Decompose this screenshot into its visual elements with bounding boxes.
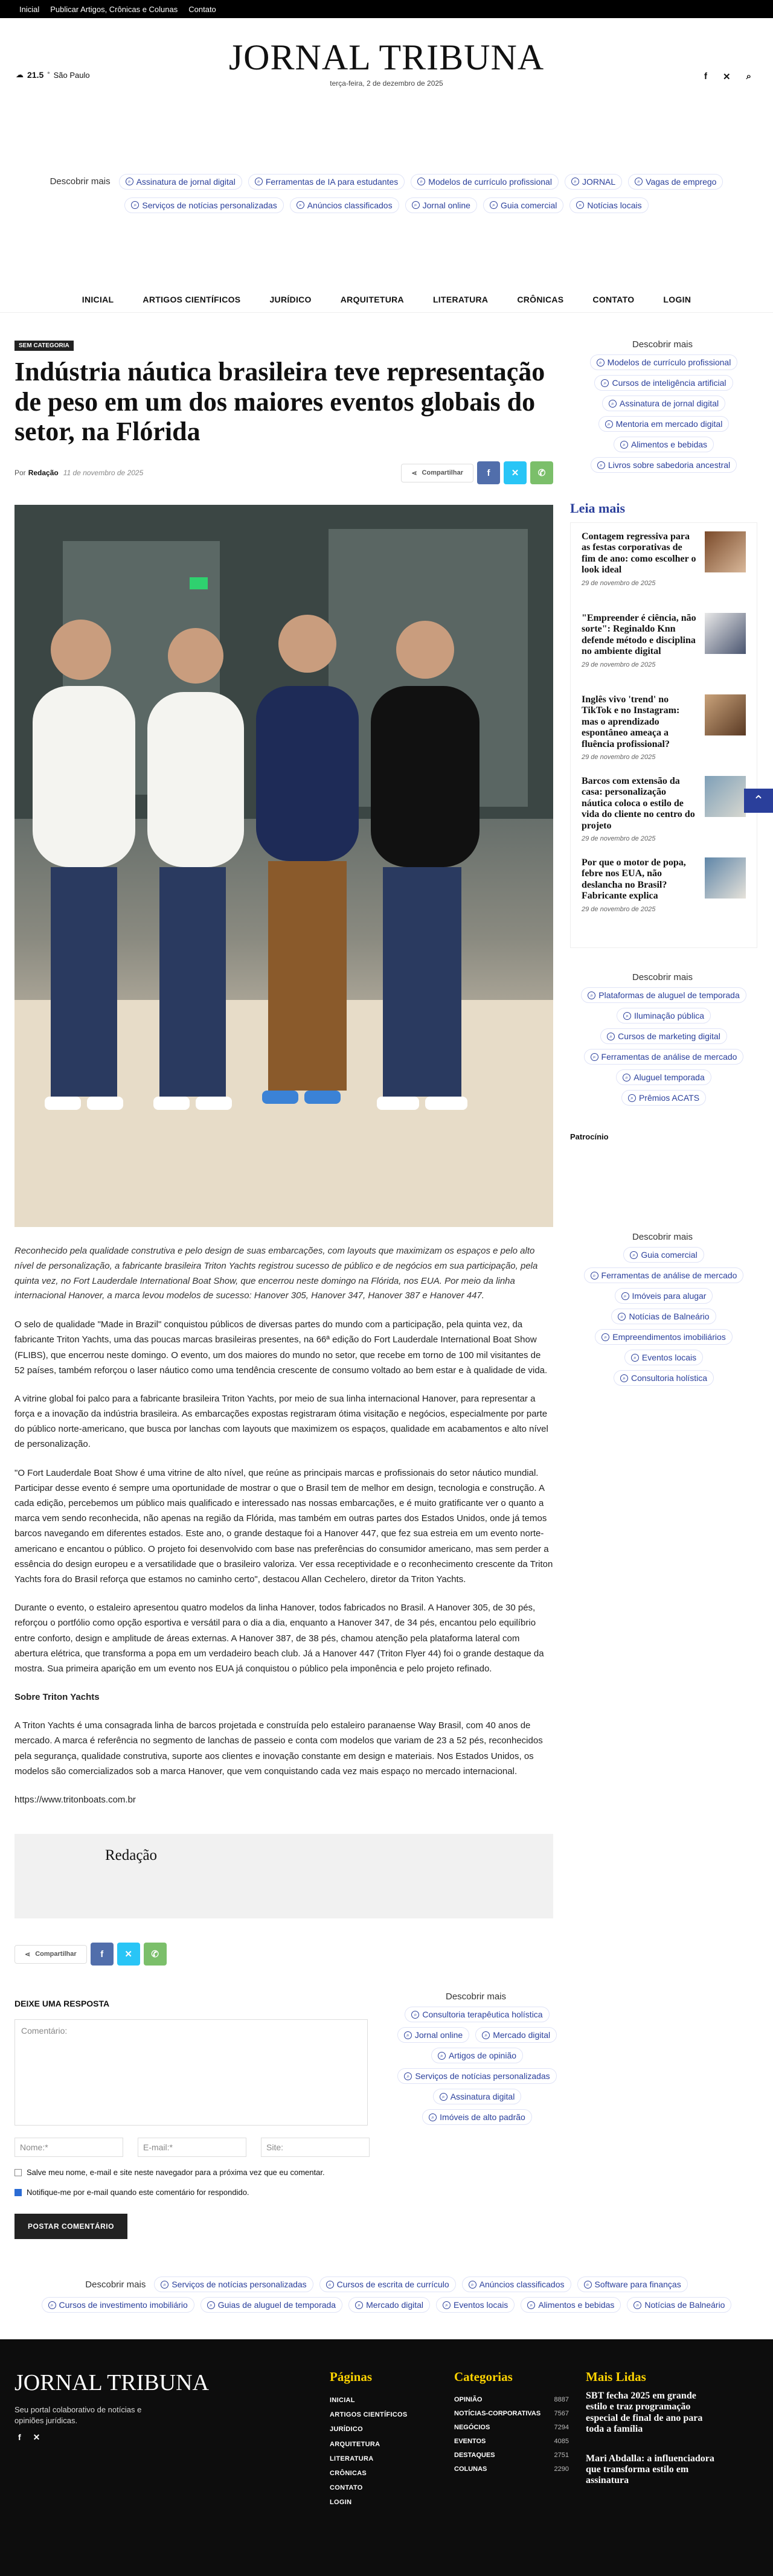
discover-item[interactable] <box>119 174 242 190</box>
discover-more-top <box>36 172 737 214</box>
discover-item-label: Assinatura digital <box>450 2092 515 2101</box>
discover-item[interactable] <box>436 2297 515 2313</box>
search-icon: ⌕ <box>601 1333 609 1341</box>
discover-item[interactable] <box>405 197 477 213</box>
author-link[interactable]: Redação <box>28 469 59 478</box>
discover-item-label: Jornal online <box>422 200 470 210</box>
sidebar <box>570 339 757 1386</box>
site-field[interactable]: Site: <box>261 2138 370 2157</box>
article-date: 11 de novembro de 2025 <box>63 469 144 478</box>
search-icon: ⌕ <box>607 1033 615 1040</box>
discover-item-label: Cursos de investimento imobiliário <box>59 2300 188 2310</box>
search-icon: ⌕ <box>623 1074 630 1081</box>
save-info-checkbox[interactable] <box>14 2169 22 2176</box>
footer-cat-row[interactable] <box>454 2462 569 2476</box>
footer-social <box>18 2432 40 2443</box>
footer-page-link[interactable]: JURÍDICO <box>330 2426 363 2433</box>
cat-count: 8887 <box>554 2396 569 2403</box>
author-box <box>14 1834 553 1918</box>
nav-item-cronicas[interactable]: CRÔNICAS <box>517 295 564 304</box>
discover-item-label: Alimentos e bebidas <box>630 440 708 449</box>
discover-title: Descobrir mais <box>632 1232 693 1242</box>
weather-city: São Paulo <box>53 70 90 80</box>
discover-item-label: Imóveis para alugar <box>632 1291 707 1301</box>
discover-item-label: Eventos locais <box>641 1353 697 1362</box>
discover-item[interactable] <box>623 1247 704 1263</box>
sidebar-discover-1 <box>570 339 757 473</box>
topbar-link-publicar[interactable]: Publicar Artigos, Crônicas e Colunas <box>50 4 178 14</box>
search-icon: ⌕ <box>207 2301 215 2309</box>
discover-item-label: Cursos de inteligência artificial <box>612 378 726 388</box>
discover-item-label: Modelos de currículo profissional <box>428 176 552 187</box>
search-icon: ⌕ <box>601 379 609 387</box>
post-comment-button[interactable]: POSTAR COMENTÁRIO <box>14 2214 127 2239</box>
discover-item-label: Notícias locais <box>587 200 642 210</box>
discover-item-label: Iluminação pública <box>634 1011 704 1020</box>
site-logo[interactable]: JORNAL TRIBUNA <box>228 37 545 77</box>
footer-page-link[interactable]: CRÔNICAS <box>330 2469 367 2477</box>
discover-item[interactable] <box>475 2027 557 2043</box>
footer-most-read <box>586 2369 719 2487</box>
share-label: Compartilhar <box>422 469 463 477</box>
discover-more-bottom <box>36 2276 737 2313</box>
search-icon: ⌕ <box>584 2281 592 2289</box>
read-more-thumbnail[interactable] <box>705 857 746 899</box>
article-title: Indústria náutica brasileira teve representação de peso em um dos maiores eventos globais do setor, na Flórida <box>14 357 545 447</box>
comment-form <box>14 1999 377 2239</box>
search-icon: ⌕ <box>635 178 643 185</box>
discover-item[interactable] <box>397 2027 469 2043</box>
read-more-item-date: 29 de novembro de 2025 <box>582 661 656 668</box>
search-icon: ⌕ <box>620 1374 628 1382</box>
discover-item[interactable] <box>462 2276 571 2292</box>
article-paragraph: O selo de qualidade "Made in Brazil" conquistou públicos de diversas partes do mundo com a participação, pela quinta vez, da fabricante Triton Yachts, uma das poucas marcas brasileiras presentes, na 66ª edição do Fort Lauderdale International Boat Show (FLIBS), que encerrou neste domingo. O evento, um dos maiores do mundo no setor, que recebe em torno de 100 mil visitantes de 52 países, também reforçou o laser náutico como uma tendência crescente de consumo voltado ao bem estar e à qualidade de vida. <box>14 1319 548 1376</box>
search-icon: ⌕ <box>630 1251 638 1259</box>
discover-item[interactable] <box>615 1288 713 1304</box>
discover-item-label: Anúncios classificados <box>307 200 393 210</box>
discover-item-label: JORNAL <box>582 176 616 187</box>
current-date: terça-feira, 2 de dezembro de 2025 <box>330 79 443 88</box>
discover-item[interactable] <box>483 197 563 213</box>
whatsapp-share-icon[interactable]: ✆ <box>144 1943 167 1966</box>
article-subheading: Sobre Triton Yachts <box>14 1692 100 1703</box>
discover-item-label: Mercado digital <box>366 2300 424 2310</box>
search-icon: ⌕ <box>591 1053 598 1061</box>
read-more-item[interactable] <box>582 857 746 939</box>
discover-item-label: Cursos de escrita de currículo <box>336 2280 449 2289</box>
discover-item[interactable] <box>154 2276 313 2292</box>
article-paragraph: Durante o evento, o estaleiro apresentou quatro modelos da linha Hanover, todos fabricados no Brasil. A Hanover 305, de 30 pés, reforçou o portfólio como opção esportiva e versátil para o dia a dia, enquanto a Hanover 347, de 34 pés, encantou pelo equilíbrio entre conforto, design e amplitude de áreas externas. A Hanover 387, de 38 pés, chamou atenção pela plataforma lateral com abertura elétrica, que transforma a popa em um verdadeiro beach club. Já a Hanover 447 (Triton Flyer 44) foi o grande destaque da mostra. Sua primeira aparição em um evento nos EUA já conquistou o público pela imponência e pelo projeto refinado. <box>14 1603 544 1674</box>
read-more-thumbnail[interactable] <box>705 776 746 817</box>
facebook-icon[interactable]: f <box>704 71 708 82</box>
search-icon: ⌕ <box>412 201 420 209</box>
discover-item[interactable] <box>617 1008 711 1024</box>
comment-textarea[interactable]: Comentário: <box>14 2019 368 2126</box>
read-more-item-title[interactable]: "Empreender é ciência, não sorte": Reginaldo Knn defende método e disciplina no ambiente digital <box>582 613 696 657</box>
discover-item[interactable] <box>621 1090 706 1106</box>
footer-page-link[interactable]: LITERATURA <box>330 2455 374 2462</box>
discover-item[interactable] <box>584 1267 744 1283</box>
sidebar-discover-2 <box>570 972 757 1106</box>
nav-item-juridico[interactable]: JURÍDICO <box>269 295 312 304</box>
search-icon: ⌕ <box>297 201 304 209</box>
cat-count: 2751 <box>554 2452 569 2459</box>
share-button[interactable] <box>401 464 473 482</box>
discover-item[interactable] <box>248 174 405 190</box>
discover-item-label: Jornal online <box>414 2030 463 2040</box>
discover-title: Descobrir mais <box>632 339 693 350</box>
share-bar <box>14 1943 167 1966</box>
footer-pages-title: Páginas <box>330 2369 373 2384</box>
discover-item-label: Anúncios classificados <box>479 2280 565 2289</box>
search-icon: ⌕ <box>597 359 605 367</box>
read-more-item-date: 29 de novembro de 2025 <box>582 753 656 761</box>
discover-item-label: Guias de aluguel de temporada <box>217 2300 336 2310</box>
discover-item-label: Mentoria em mercado digital <box>615 419 723 429</box>
whatsapp-share-icon[interactable]: ✆ <box>530 461 553 484</box>
topbar-link-inicial[interactable]: Inicial <box>19 4 40 14</box>
search-icon: ⌕ <box>411 2011 419 2019</box>
footer-description: Seu portal colaborativo de notícias e opiniões jurídicas. <box>14 2405 142 2426</box>
discover-item[interactable] <box>200 2297 342 2313</box>
read-more-title: Leia mais <box>570 501 626 516</box>
read-more-list <box>570 522 757 948</box>
discover-item[interactable] <box>569 197 648 213</box>
comment-fields <box>14 2138 377 2157</box>
read-more-item[interactable] <box>582 776 746 857</box>
search-icon: ⌕ <box>326 2281 334 2289</box>
discover-item-label: Guia comercial <box>500 200 557 210</box>
x-icon[interactable]: ✕ <box>723 72 731 82</box>
search-icon: ⌕ <box>355 2301 363 2309</box>
share-icon: ⋖ <box>411 469 417 477</box>
share-icon: ⋖ <box>25 1950 31 1958</box>
discover-item-label: Eventos locais <box>454 2300 508 2310</box>
article-photo <box>14 505 553 1227</box>
discover-item-label: Serviços de notícias personalizadas <box>172 2280 307 2289</box>
by-label: Por <box>14 469 26 478</box>
article-photo-art <box>14 505 553 1227</box>
discover-item[interactable] <box>614 1370 714 1386</box>
comment-title: DEIXE UMA RESPOSTA <box>14 1999 110 2008</box>
discover-item-label: Aluguel temporada <box>633 1072 705 1082</box>
article-paragraph: A Triton Yachts é uma consagrada linha de barcos projetada e construída pelo estaleiro paranaense Way Brasil, com 40 anos de mercado. A marca é referência no segmento de lanchas de passeio e conta com modelos que variam de 23 a 52 pés, reconhecidos pela segurança, qualidade construtiva, suporte aos clientes e inovação constante em design e materiais. Nos Estados Unidos, os modelos são comercializados sob a marca Hanover, que vem conquistando cada vez mais espaço no mercado internacional. <box>14 1720 543 1777</box>
notify-checkbox[interactable] <box>14 2189 22 2196</box>
discover-item[interactable] <box>565 174 622 190</box>
search-icon: ⌕ <box>469 2281 476 2289</box>
sidebar-discover-3 <box>570 1232 757 1386</box>
topbar-link-contato[interactable]: Contato <box>188 4 216 14</box>
name-field[interactable]: Nome:* <box>14 2138 123 2157</box>
weather-temp: 21.5 <box>27 70 44 80</box>
footer-logo[interactable]: JORNAL TRIBUNA <box>14 2370 209 2395</box>
search-icon: ⌕ <box>621 1292 629 1300</box>
discover-item[interactable] <box>600 1028 727 1044</box>
discover-item[interactable] <box>397 2068 556 2084</box>
share-label: Compartilhar <box>35 1950 77 1958</box>
facebook-icon[interactable]: f <box>18 2432 21 2442</box>
discover-item[interactable] <box>594 375 733 391</box>
cat-count: 4085 <box>554 2438 569 2446</box>
article-meta <box>14 461 553 484</box>
read-more-item[interactable] <box>582 613 746 694</box>
search-icon: ⌕ <box>404 2031 412 2039</box>
read-more-item-date: 29 de novembro de 2025 <box>582 579 656 587</box>
search-icon: ⌕ <box>440 2093 447 2101</box>
search-icon: ⌕ <box>609 400 617 408</box>
search-icon: ⌕ <box>527 2301 535 2309</box>
read-more-item[interactable] <box>582 694 746 776</box>
discover-item[interactable] <box>616 1069 711 1085</box>
discover-item[interactable] <box>290 197 399 213</box>
discover-item-label: Guia comercial <box>641 1250 698 1260</box>
cat-name: NEGÓCIOS <box>454 2424 490 2432</box>
footer-page-link[interactable]: CONTATO <box>330 2484 363 2492</box>
search-icon: ⌕ <box>588 992 595 999</box>
search-icon: ⌕ <box>633 2301 641 2309</box>
save-info-label: Salve meu nome, e-mail e site neste navegador para a próxima vez que eu comentar. <box>27 2168 325 2177</box>
footer-categories <box>454 2369 569 2477</box>
search-icon: ⌕ <box>605 420 613 428</box>
cat-name: DESTAQUES <box>454 2452 495 2459</box>
discover-item-label: Serviços de notícias personalizadas <box>415 2071 550 2081</box>
header-icons <box>704 71 751 82</box>
read-more-item-title[interactable]: Barcos com extensão da casa: personalização náutica coloca o estilo de vida do cliente no centro do projeto <box>582 776 695 831</box>
article-body <box>14 1317 553 1807</box>
search-icon: ⌕ <box>591 1272 598 1280</box>
nav-item-literatura[interactable]: LITERATURA <box>432 295 489 304</box>
discover-item[interactable] <box>627 2297 731 2313</box>
discover-item[interactable] <box>405 2007 549 2022</box>
footer-page-link[interactable]: ARTIGOS CIENTÍFICOS <box>330 2411 408 2419</box>
discover-item[interactable] <box>602 396 725 411</box>
discover-item-label: Livros sobre sabedoria ancestral <box>608 460 731 470</box>
notify-label: Notifique-me por e-mail quando este comentário for respondido. <box>27 2188 249 2197</box>
search-icon: ⌕ <box>255 178 263 185</box>
cat-count: 7294 <box>554 2424 569 2432</box>
discover-item[interactable] <box>42 2297 194 2313</box>
search-icon: ⌕ <box>628 1094 636 1102</box>
author-box-name[interactable]: Redação <box>105 1847 158 1864</box>
discover-item-label: Notícias de Balneário <box>629 1312 710 1321</box>
discover-item[interactable] <box>591 457 737 473</box>
discover-item-label: Ferramentas de análise de mercado <box>601 1270 737 1280</box>
search-icon: ⌕ <box>618 1313 626 1321</box>
category-badge[interactable]: SEM CATEGORIA <box>14 341 74 351</box>
main-nav <box>0 289 773 313</box>
discover-item[interactable] <box>411 174 559 190</box>
discover-item-label: Software para finanças <box>594 2280 681 2289</box>
sponsor-label: Patrocínio <box>570 1132 609 1141</box>
discover-item-label: Ferramentas de IA para estudantes <box>265 176 399 187</box>
search-icon: ⌕ <box>417 178 425 185</box>
discover-item[interactable] <box>598 416 730 432</box>
read-more-thumbnail[interactable] <box>705 531 746 572</box>
article-link[interactable]: https://www.tritonboats.com.br <box>14 1795 136 1805</box>
discover-item[interactable] <box>624 1350 703 1365</box>
search-icon: ⌕ <box>490 201 498 209</box>
footer-lidas-title: Mais Lidas <box>586 2369 646 2384</box>
nav-item-artigos[interactable]: ARTIGOS CIENTÍFICOS <box>143 295 241 304</box>
discover-item-label: Alimentos e bebidas <box>538 2300 615 2310</box>
search-icon: ⌕ <box>126 178 133 185</box>
footer-page-link[interactable]: ARQUITETURA <box>330 2440 380 2448</box>
weather-icon: ☁ <box>16 70 24 79</box>
pill-row <box>397 2027 557 2043</box>
discover-item[interactable] <box>611 1309 716 1324</box>
nav-item-contato[interactable]: CONTATO <box>592 295 635 304</box>
nav-item-arquitetura[interactable]: ARQUITETURA <box>340 295 404 304</box>
discover-item[interactable] <box>348 2297 430 2313</box>
article <box>14 339 553 1966</box>
top-bar <box>0 0 773 18</box>
discover-item[interactable] <box>433 2089 522 2104</box>
discover-title: Descobrir mais <box>632 972 693 982</box>
footer-cat-row[interactable] <box>454 2407 569 2421</box>
save-info-checkbox-row <box>14 2168 377 2177</box>
cat-name: OPINIÃO <box>454 2396 483 2403</box>
discover-item-label: Imóveis de alto padrão <box>440 2112 525 2122</box>
discover-item-label: Serviços de notícias personalizadas <box>142 200 277 210</box>
share-bar <box>401 461 553 484</box>
weather-unit: ° <box>47 71 50 78</box>
search-icon: ⌕ <box>482 2031 490 2039</box>
search-icon: ⌕ <box>161 2281 168 2289</box>
footer-lidas-item[interactable]: SBT fecha 2025 em grande estilo e traz programação especial de final de ano para toda a família <box>586 2391 703 2435</box>
discover-item-label: Vagas de emprego <box>646 176 717 187</box>
discover-item-label: Ferramentas de análise de mercado <box>601 1052 737 1062</box>
read-more-item-title[interactable]: Inglês vivo 'trend' no TikTok e no Instagram: mas o aprendizado espontâneo ameaça a fluência profissional? <box>582 694 680 749</box>
discover-item[interactable] <box>431 2048 523 2063</box>
read-more-thumbnail[interactable] <box>705 694 746 735</box>
x-share-icon[interactable]: ✕ <box>117 1943 140 1966</box>
site-footer <box>0 2339 773 2576</box>
search-icon: ⌕ <box>429 2113 437 2121</box>
footer-cat-row[interactable] <box>454 2435 569 2449</box>
discover-item-label: Empreendimentos imobiliários <box>612 1332 726 1342</box>
search-icon: ⌕ <box>443 2301 451 2309</box>
discover-item-label: Assinatura de jornal digital <box>619 399 719 408</box>
cat-count: 7567 <box>554 2410 569 2418</box>
discover-item-label: Modelos de currículo profissional <box>607 357 731 367</box>
search-icon: ⌕ <box>597 461 605 469</box>
discover-item[interactable] <box>319 2276 456 2292</box>
search-icon: ⌕ <box>404 2072 412 2080</box>
cat-name: NOTÍCIAS-CORPORATIVAS <box>454 2410 541 2418</box>
read-more-item-title[interactable]: Por que o motor de popa, febre nos EUA, não deslancha no Brasil? Fabricante explica <box>582 857 686 902</box>
search-icon: ⌕ <box>576 201 584 209</box>
discover-item[interactable] <box>590 354 738 370</box>
search-icon: ⌕ <box>438 2052 446 2060</box>
search-icon[interactable]: ⌕ <box>746 71 751 82</box>
discover-item-label: Consultoria holística <box>630 1373 708 1383</box>
discover-item-label: Assinatura de jornal digital <box>136 176 236 187</box>
discover-item[interactable] <box>124 197 283 213</box>
search-icon: ⌕ <box>623 1012 631 1020</box>
discover-item-label: Mercado digital <box>493 2030 551 2040</box>
article-paragraph: A vitrine global foi palco para a fabricante brasileira Triton Yachts, por meio de sua linha internacional Hanover, para representar a força e a inovação da indústria brasileira. As embarcações expostas registraram ótima visitação e negócios, especialmente por parte do público norte-americano, que busca por lanchas com layouts que maximizem os espaços, qualidade em acabamentos e alto nível de personalização. <box>14 1393 548 1450</box>
photo-caption: Reconhecido pela qualidade construtiva e pelo design de suas embarcações, com layouts que maximizam os espaços e pelo alto nível de personalização, a fabricante brasileira Triton Yachts registrou sucesso de público e de negócios em sua participação, pela quinta vez, no Fort Lauderdale International Boat Show, que encerrou neste domingo na Flórida, nos EUA. Por meio da linha internacional Hanover, a marca levou modelos de sucesso: Hanover 305, Hanover 347, Hanover 387 e Hanover 447. <box>14 1246 538 1301</box>
footer-cat-row[interactable] <box>454 2393 569 2407</box>
discover-item-label: Prêmios ACATS <box>638 1093 700 1103</box>
discover-item[interactable] <box>614 437 714 452</box>
weather-widget <box>16 70 90 80</box>
footer-page-link[interactable]: INICIAL <box>330 2397 355 2404</box>
discover-item[interactable] <box>581 987 746 1003</box>
footer-cat-row[interactable] <box>454 2421 569 2435</box>
discover-title: Descobrir mais <box>85 2279 146 2290</box>
footer-lidas-item[interactable]: Mari Abdalla: a influenciadora que transforma estilo em assinatura <box>586 2453 714 2486</box>
search-icon: ⌕ <box>620 441 628 449</box>
facebook-share-icon[interactable]: f <box>91 1943 114 1966</box>
discover-item-label: Artigos de opinião <box>448 2051 517 2060</box>
discover-item[interactable] <box>521 2297 621 2313</box>
footer-cats-title: Categorias <box>454 2369 513 2384</box>
discover-item[interactable] <box>577 2276 688 2292</box>
read-more-item-date: 29 de novembro de 2025 <box>582 905 656 913</box>
chevron-up-icon[interactable]: ⌃ <box>744 789 773 813</box>
site-header <box>0 18 773 109</box>
cat-count: 2290 <box>554 2465 569 2473</box>
discover-item[interactable] <box>584 1049 744 1065</box>
facebook-share-icon[interactable]: f <box>477 461 500 484</box>
search-icon: ⌕ <box>131 201 139 209</box>
nav-item-login[interactable]: LOGIN <box>663 295 691 304</box>
share-button[interactable] <box>14 1945 87 1964</box>
share-bar-bottom <box>14 1943 553 1966</box>
read-more-item[interactable] <box>582 531 746 613</box>
discover-item-label: Consultoria terapêutica holística <box>422 2010 543 2019</box>
read-more-thumbnail[interactable] <box>705 613 746 654</box>
nav-item-inicial[interactable]: INICIAL <box>82 295 114 304</box>
comment-discover <box>386 1991 568 2125</box>
article-paragraph: "O Fort Lauderdale Boat Show é uma vitrine de alto nível, que reúne as principais marcas e profissionais do setor náutico mundial. Participar desse evento é sempre uma oportunidade de mostrar o que o Brasil tem de melhor em design, tecnologia e construção. A cada edição, percebemos um público mais qualificado e interessado nas nossas embarcações, e é muito gratificante ver o quanto a marca vem sendo reconhecida, não apenas na região da Flórida, mas também em outras partes dos Estados Unidos, onde já temos barcos navegando em diferentes estados. Este ano, o grande destaque foi a Hanover 447, que fez sua estreia em um evento norte-americano e encantou o público. O projeto foi desenvolvido com base nas preferências do consumidor americano, mas sem perder a essência do design europeu e a versatilidade que o brasileiro valoriza. Ver essa receptividade e o reconhecimento crescente da Triton Yachts fora do Brasil reforça que estamos no caminho certo", destacou Allan Cechelero, diretor da Triton Yachts. <box>14 1467 553 1584</box>
search-icon: ⌕ <box>571 178 579 185</box>
notify-checkbox-row <box>14 2188 377 2197</box>
discover-item-label: Notícias de Balneário <box>644 2300 725 2310</box>
read-more-item-title[interactable]: Contagem regressiva para as festas corporativas de fim de ano: como escolher o look ideal <box>582 531 696 575</box>
discover-item-label: Plataformas de aluguel de temporada <box>598 990 740 1000</box>
x-icon[interactable]: ✕ <box>33 2432 40 2442</box>
cat-name: EVENTOS <box>454 2438 486 2446</box>
cat-name: COLUNAS <box>454 2465 487 2473</box>
discover-item[interactable] <box>422 2109 532 2125</box>
email-field[interactable]: E-mail:* <box>138 2138 246 2157</box>
footer-cat-row[interactable] <box>454 2449 569 2462</box>
footer-page-link[interactable]: LOGIN <box>330 2499 352 2507</box>
discover-item[interactable] <box>595 1329 733 1345</box>
discover-title: Descobrir mais <box>445 1991 507 2002</box>
search-icon: ⌕ <box>48 2301 56 2309</box>
discover-item-label: Cursos de marketing digital <box>618 1031 720 1041</box>
read-more-item-date: 29 de novembro de 2025 <box>582 835 656 842</box>
x-share-icon[interactable]: ✕ <box>504 461 527 484</box>
footer-pages <box>330 2369 408 2510</box>
discover-item[interactable] <box>628 174 723 190</box>
search-icon: ⌕ <box>631 1354 639 1362</box>
discover-title: Descobrir mais <box>50 176 111 187</box>
